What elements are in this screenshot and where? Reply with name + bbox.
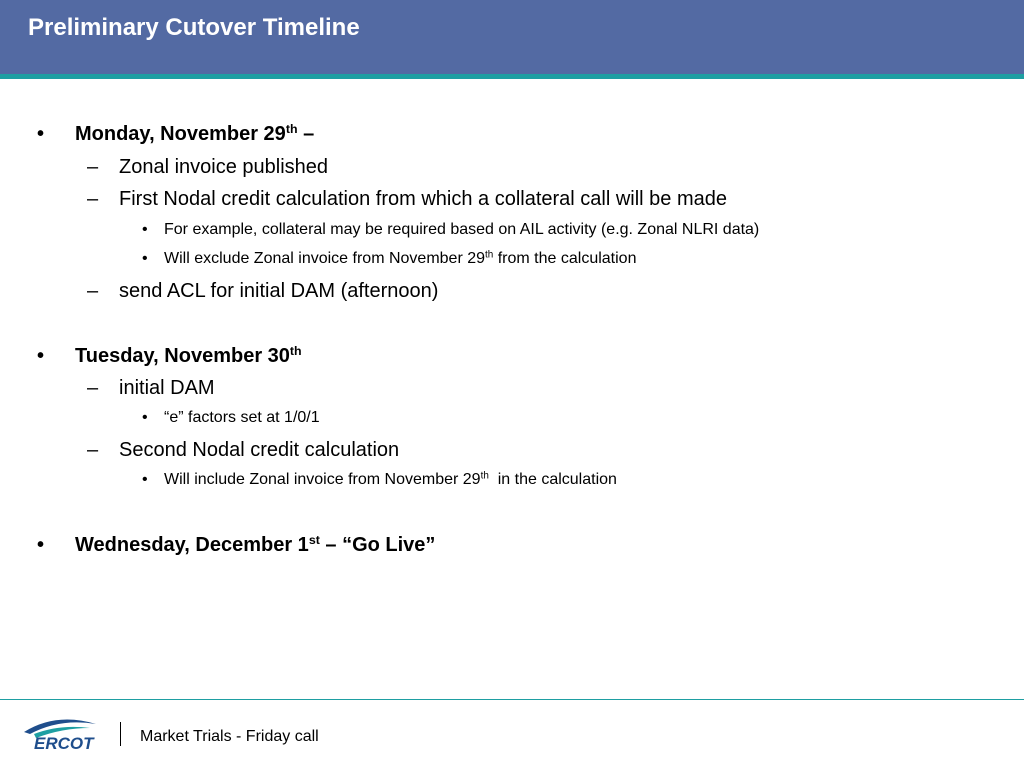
sub-bullet-second-nodal-credit: – Second Nodal credit calculation	[87, 439, 400, 461]
bullet-wednesday: • Wednesday, December 1st – “Go Live”	[37, 533, 436, 556]
footer-text: Market Trials - Friday call	[140, 728, 319, 745]
footer-rule	[0, 699, 1024, 700]
sub-sub-bullet-include-zonal: • Will include Zonal invoice from November 29th in the calculation	[142, 470, 617, 488]
ercot-logo-icon	[20, 712, 100, 752]
bullet-tuesday: • Tuesday, November 30th	[37, 344, 302, 367]
sub-sub-bullet-e-factors: • “e” factors set at 1/0/1	[142, 409, 320, 426]
sub-sub-bullet-exclude-zonal: • Will exclude Zonal invoice from November 29th from the calculation	[142, 249, 637, 267]
sub-bullet-initial-dam: – initial DAM	[87, 377, 215, 399]
slide-title: Preliminary Cutover Timeline	[28, 14, 360, 41]
sub-bullet-zonal-invoice: – Zonal invoice published	[87, 156, 329, 178]
bullet-monday: • Monday, November 29th –	[37, 122, 315, 145]
svg-text:ERCOT: ERCOT	[34, 734, 94, 752]
sub-bullet-first-nodal-credit: – First Nodal credit calculation from which a collateral call will be made	[87, 188, 728, 210]
sub-bullet-send-acl: – send ACL for initial DAM (afternoon)	[87, 280, 439, 302]
header-accent-stripe	[0, 74, 1024, 79]
sub-sub-bullet-collateral-example: • For example, collateral may be required based on AIL activity (e.g. Zonal NLRI data)	[142, 221, 760, 238]
footer-divider	[120, 722, 121, 746]
